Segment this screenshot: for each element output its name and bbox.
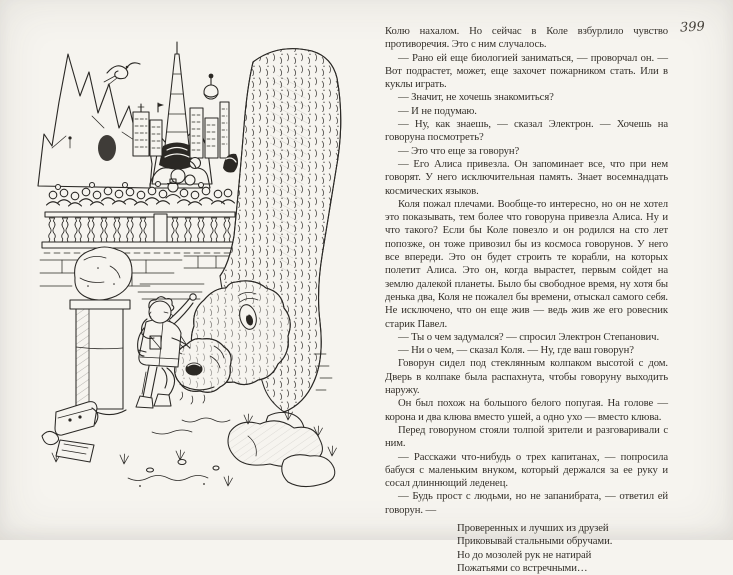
paragraph: — И не подумаю. (398, 104, 477, 117)
verse-line: Проверенных и лучших из друзей (457, 521, 609, 534)
illustration-crowd (47, 179, 235, 206)
left-page (32, 16, 362, 520)
verse-line: Но до мозолей рук не натирай (457, 548, 592, 561)
paragraph: — Значит, не хочешь знакомиться? (398, 91, 554, 104)
paragraph: — Рано ей еще биологией заниматься, — проворчал он. — Вот подрастет, может, еще захочет пожарником стать. Или в куклы играть. (385, 51, 668, 91)
paragraph: — Его Алиса привезла. Он запоминает все, что при нем говорят. У него исключительная память. Знает восемнадцать космических языков. (385, 157, 668, 197)
illustration-boulder-pedestal (70, 247, 132, 415)
paragraph: — Расскажи что-нибудь о трех капитанах, — попросила бабуся с маленьким внуком, который держался за ее руку и сосал длиннющий леденец. (385, 450, 668, 490)
paragraph: — Ты о чем задумался? — спросил Электрон Степанович. (398, 330, 660, 343)
illustration-wall (40, 256, 237, 299)
paragraph: Колю нахалом. Но сейчас в Коле взбурлило чувство противоречия. Это с ним случалось. (385, 25, 668, 51)
paragraph: Коля пожал плечами. Вообще-то интересно, но он не хотел это показывать, тем более что говоруна привезла Алиса. Ну и что такого? Если бы Коле повезло и он родился на сто лет попозже, он тоже привозил бы из космоса говорунов. У него все впереди. Это он будет строить те корабли, на которых полетит Алиса. Это он, когда вырастет, первым сойдет на землю далекой планеты. Было бы свободное время, ну хотя бы денька два, Коля не пожалел бы времени, отыскал самого себя. Не исключено, что он еще жив — ведь жив же его ровесник старик Павел. (385, 197, 668, 330)
page-number: 399 (679, 19, 706, 36)
paragraph: Говорун сидел под стеклянным колпаком высотой с дом. Дверь в колпаке была распахнута, чтобы говоруну выходить наружу. (385, 357, 668, 397)
verse-line: Пожатьями со встречными… (457, 561, 588, 574)
verse-line: Приковывай стальными обручами. (457, 535, 613, 548)
illustration-balustrade (42, 212, 238, 253)
paragraph: Перед говоруном стояли толпой зрители и разговаривали с ним. (385, 423, 668, 450)
verse-block (457, 522, 668, 575)
illustration-city (133, 42, 238, 188)
illustration-flying-creature (104, 63, 140, 85)
paragraph: — Ну, как знаешь, — сказал Электрон. — Хочешь на говоруна посмотреть? (385, 118, 668, 144)
book-illustration (32, 16, 362, 520)
paragraph: — Ни о чем, — сказал Коля. — Ну, где ваш говорун? (398, 344, 634, 357)
paragraph: — Будь прост с людьми, но не запанибрата, — ответил ей говорун. — (385, 490, 668, 516)
paragraph: Он был похож на большого белого попугая. На голове — корона и два клюва вместо ушей, а одно ухо — вместо клюва. (385, 397, 668, 423)
text-column (385, 25, 668, 517)
text-area (385, 25, 668, 575)
paragraph: — Это что еще за говорун? (398, 144, 520, 157)
